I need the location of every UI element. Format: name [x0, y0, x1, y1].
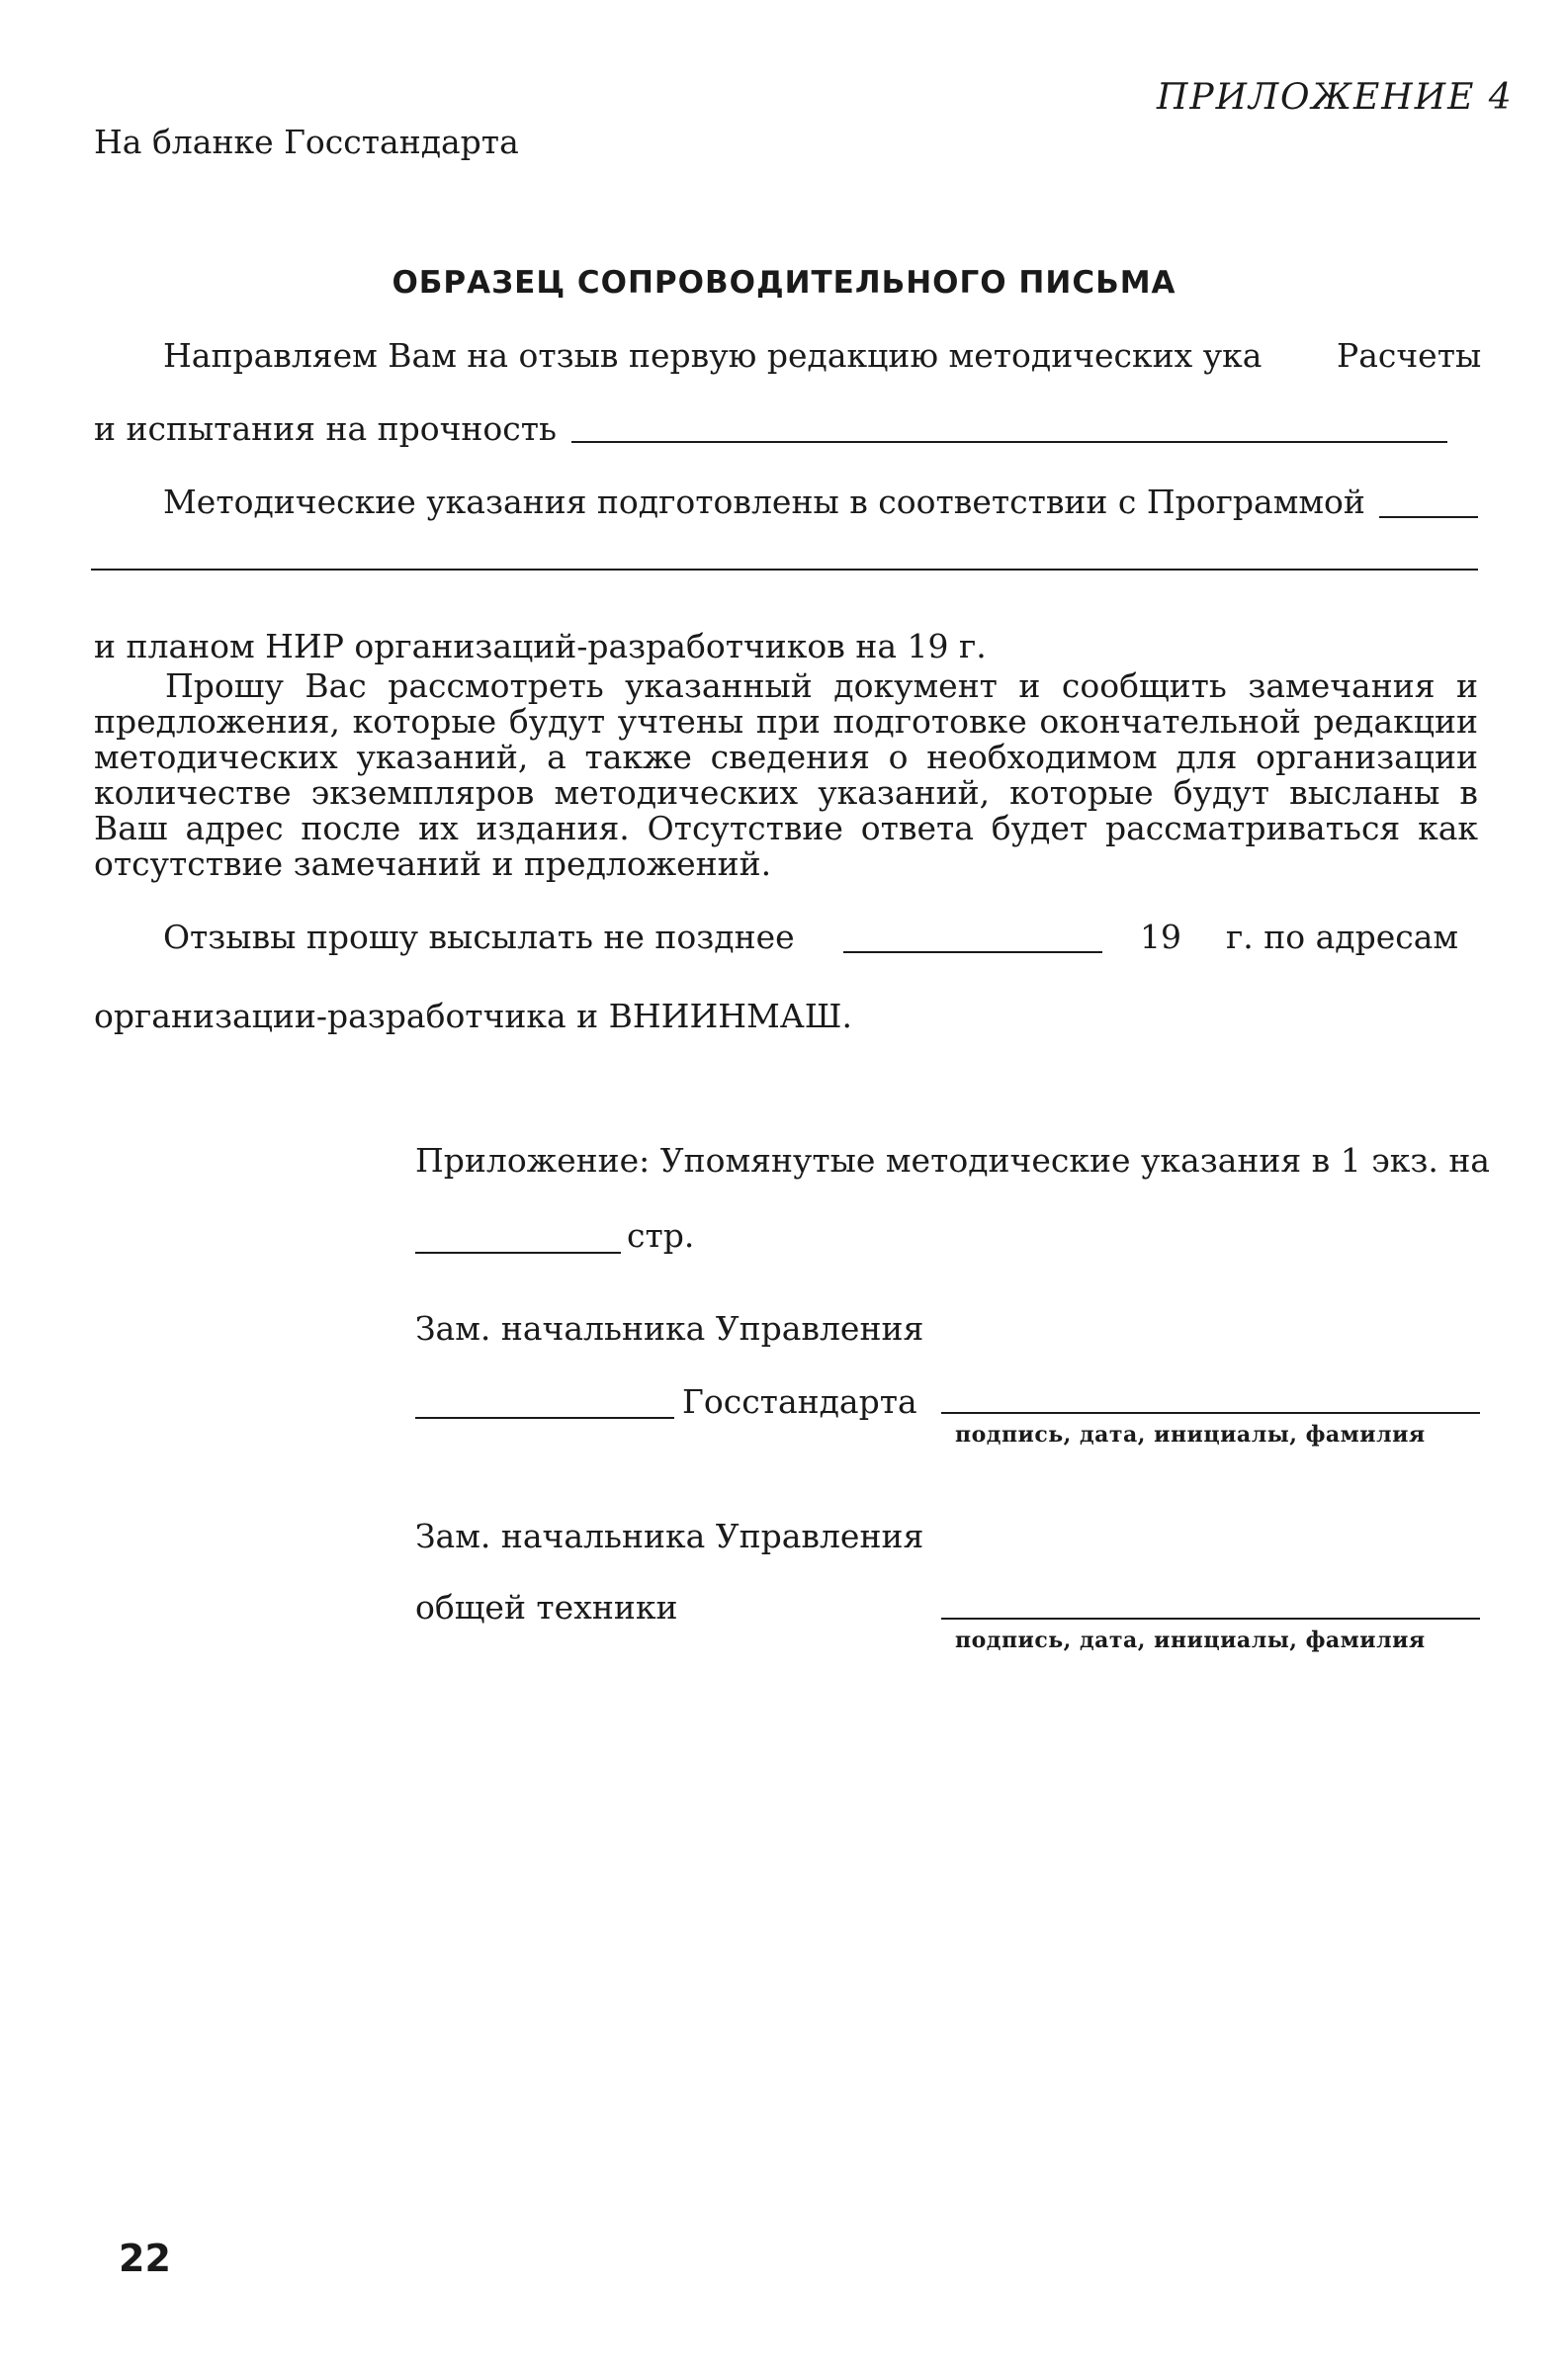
fill-in-line-deadline: [843, 951, 1102, 953]
attachment-pages-suffix: стр.: [627, 1216, 695, 1255]
signature-2-caption: подпись, дата, инициалы, фамилия: [955, 1628, 1426, 1653]
body-line-2: и испытания на прочность: [94, 409, 557, 448]
letterhead-note: На бланке Госстандарта: [94, 123, 519, 161]
signature-1-caption: подпись, дата, инициалы, фамилия: [955, 1422, 1426, 1448]
signature-1-line: [941, 1412, 1480, 1414]
page-number: 22: [119, 2237, 171, 2280]
reviews-year: 19: [1140, 918, 1181, 956]
fill-in-line-program-cont: [91, 569, 1478, 571]
document-title: ОБРАЗЕЦ СОПРОВОДИТЕЛЬНОГО ПИСЬМА: [392, 265, 1176, 301]
reviews-line-2: организации-разработчика и ВНИИНМАШ.: [94, 997, 852, 1035]
fill-in-line-program: [1379, 516, 1478, 518]
body-line-1-left: Направляем Вам на отзыв первую редакцию методических ука: [163, 336, 1263, 375]
fill-in-line-subject: [571, 441, 1447, 443]
signature-2-org: общей техники: [415, 1588, 678, 1627]
request-paragraph: [94, 668, 1478, 882]
signature-2-title: Зам. начальника Управления: [415, 1517, 924, 1555]
fill-in-line-pages: [415, 1252, 621, 1254]
request-text: Прошу Вас рассмотреть указанный документ и сообщить замечания и предложения, которые будут учтены при подготовке окончательной редакции методических указаний, а также сведения о необходимом для организации количестве экземпляров методических указаний, которые будут высланы в Ваш адрес после их издания. Отсутствие ответа будет рассматриваться как отсутствие замечаний и предложений.: [94, 666, 1478, 883]
signature-1-org: Госстандарта: [682, 1382, 917, 1421]
body-line-1-right: Расчеты: [1337, 336, 1482, 375]
body-line-4: и планом НИР организаций-разработчиков на 19 г.: [94, 627, 987, 665]
attachment-line: Приложение: Упомянутые методические указания в 1 экз. на: [415, 1141, 1490, 1180]
signature-1-title: Зам. начальника Управления: [415, 1309, 924, 1348]
signature-2-line: [941, 1618, 1480, 1620]
body-line-3: Методические указания подготовлены в соответствии с Программой: [163, 483, 1365, 521]
appendix-label: ПРИЛОЖЕНИЕ 4: [1157, 77, 1514, 118]
reviews-deadline-left: Отзывы прошу высылать не позднее: [163, 918, 795, 956]
reviews-deadline-right: г. по адресам: [1226, 918, 1459, 956]
fill-in-line-department: [415, 1417, 674, 1419]
